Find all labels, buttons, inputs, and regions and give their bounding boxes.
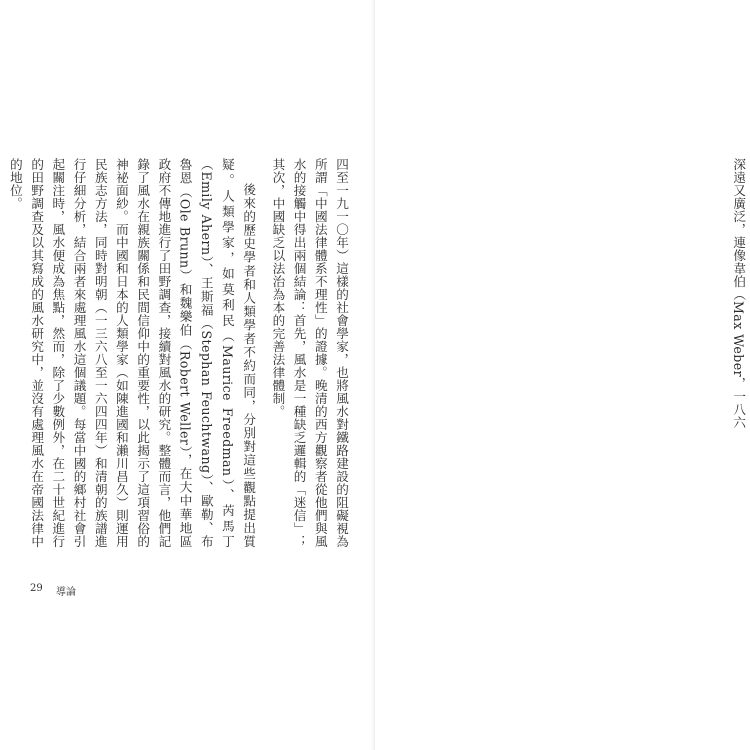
paragraph: 深遠又廣泛，連像韋伯（Max Weber，一八六 [731,158,747,430]
running-head: 導論 [56,587,76,598]
paragraph: 四至一九一〇年）這樣的社會學家，也將風水對鐵路建設的阻礙視為所謂「中國法律體系不理性」的證據。晚清的西方觀察者從他們與風水的接觸中得出兩個結論：首先，風水是一種缺乏邏輯的「迷信」；其次，中國缺乏以法治為本的完善法律體制。 [270,158,349,548]
page-number: 29 [30,583,43,594]
paragraph: 後來的歷史學者和人類學者不約而同，分別對這些觀點提出質疑。人類學家，如莫利民（Maurice Freedman）、芮馬丁（Emily Ahern）、王斯福（Stephan Feuchtwang）、歐勒、布魯恩（Ole Brunn）和魏樂伯（Robert Weller），在大中華地區政府不傳地進行了田野調查，接續對風水的研究。整體而言，他們記錄了風水在親族關係和民間信仰中的重要性，以此揭示了這項習俗的神祕面紗。而中國和日本的人類學家（如陳進國和瀨川昌久）則運用民族志方法，同時對明朝（一三六八至一六四四年）和清朝的族譜進行仔細分析，結合兩者來處理風水這個議題。每當中國的鄉村社會引起關注時，風水便成為焦點，然而，除了少數例外，在二十世紀進行的田野調查及以其寫成的風水研究中，並沒有處理風水在帝國法律中的地位。 [7,158,257,548]
right-page [375,0,750,750]
left-page-body [7,158,352,548]
